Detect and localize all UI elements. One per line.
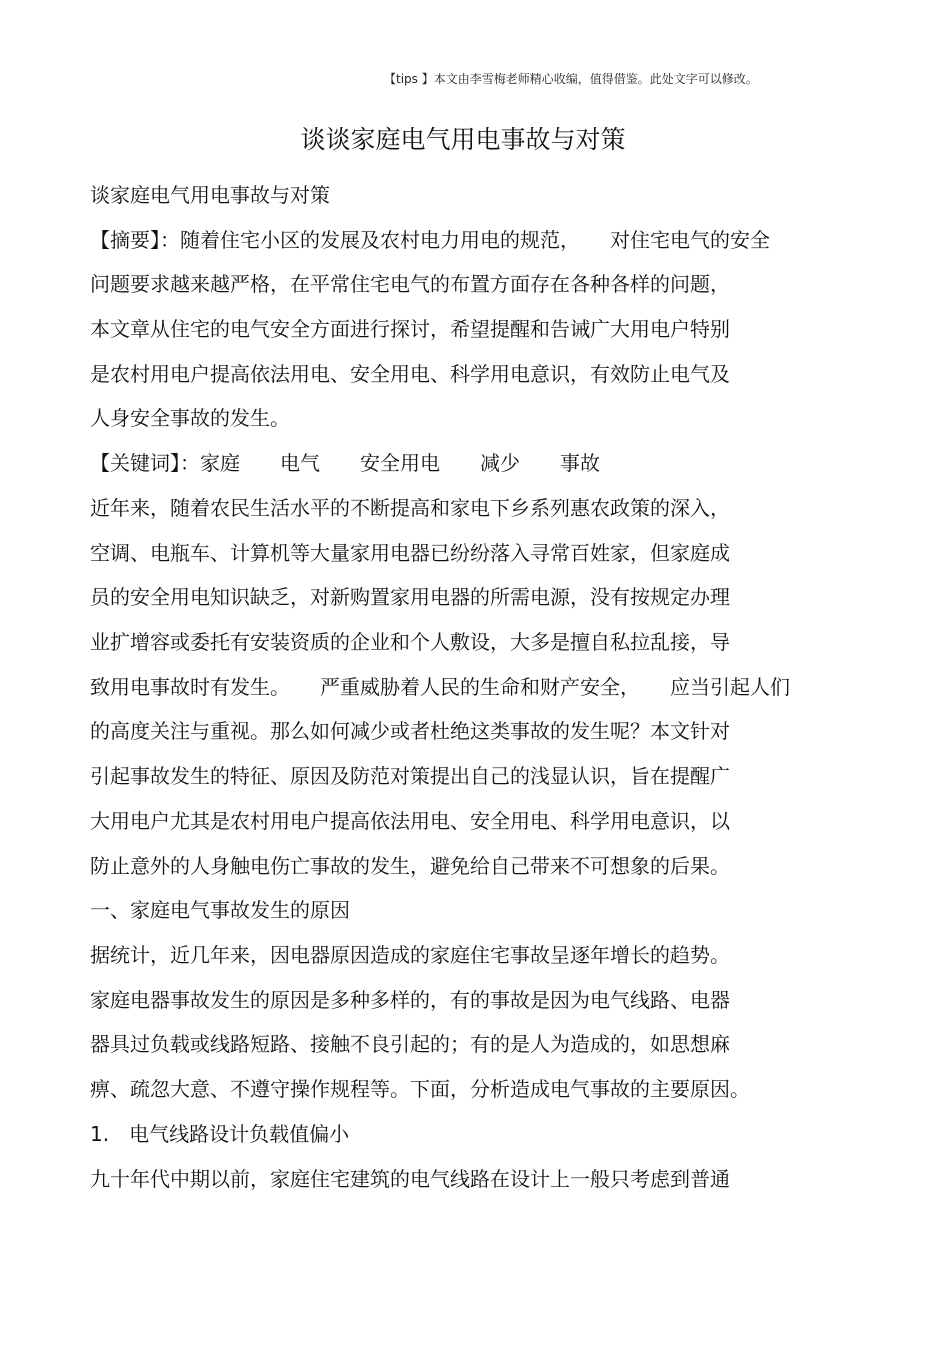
abstract-line: 【摘要】：随着住宅小区的发展及农村电力用电的规范， 对住宅电气的安全 <box>90 228 770 252</box>
body-line: 致用电事故时有发生。 严重威胁着人民的生命和财产安全， 应当引起人们 <box>90 675 790 699</box>
abstract-line: 人身安全事故的发生。 <box>90 406 290 430</box>
body-line: 痹、疏忽大意、不遵守操作规程等。下面，分析造成电气事故的主要原因。 <box>90 1077 750 1101</box>
body-line: 大用电户尤其是农村用电户提高依法用电、安全用电、科学用电意识，以 <box>90 809 730 833</box>
body-line: 引起事故发生的特征、原因及防范对策提出自己的浅显认识，旨在提醒广 <box>90 764 730 788</box>
subsection-heading: 1. 电气线路设计负载值偏小 <box>90 1122 350 1146</box>
keywords-line: 【关键词】：家庭 电气 安全用电 减少 事故 <box>90 451 600 475</box>
body-line: 防止意外的人身触电伤亡事故的发生，避免给自己带来不可想象的后果。 <box>90 854 730 878</box>
body-line: 业扩增容或委托有安装资质的企业和个人敷设，大多是擅自私拉乱接，导 <box>90 630 730 654</box>
tips-header: 【tips 】本文由李雪梅老师精心收编，值得借鉴。此处文字可以修改。 <box>384 72 758 86</box>
body-line: 九十年代中期以前，家庭住宅建筑的电气线路在设计上一般只考虑到普通 <box>90 1167 730 1191</box>
subtitle-line: 谈家庭电气用电事故与对策 <box>90 183 330 207</box>
body-line: 员的安全用电知识缺乏，对新购置家用电器的所需电源，没有按规定办理 <box>90 585 730 609</box>
abstract-line: 本文章从住宅的电气安全方面进行探讨，希望提醒和告诫广大用电户特别 <box>90 317 730 341</box>
body-line: 空调、电瓶车、计算机等大量家用电器已纷纷落入寻常百姓家，但家庭成 <box>90 541 730 565</box>
body-line: 器具过负载或线路短路、接触不良引起的；有的是人为造成的，如思想麻 <box>90 1032 730 1056</box>
body-line: 近年来，随着农民生活水平的不断提高和家电下乡系列惠农政策的深入， <box>90 496 730 520</box>
document-title: 谈谈家庭电气用电事故与对策 <box>300 125 626 154</box>
abstract-line: 是农村用电户提高依法用电、安全用电、科学用电意识，有效防止电气及 <box>90 362 730 386</box>
body-line: 的高度关注与重视。那么如何减少或者杜绝这类事故的发生呢？本文针对 <box>90 719 730 743</box>
abstract-line: 问题要求越来越严格，在平常住宅电气的布置方面存在各种各样的问题， <box>90 272 730 296</box>
body-line: 家庭电器事故发生的原因是多种多样的，有的事故是因为电气线路、电器 <box>90 988 730 1012</box>
body-line: 据统计，近几年来，因电器原因造成的家庭住宅事故呈逐年增长的趋势。 <box>90 943 730 967</box>
section-heading: 一、家庭电气事故发生的原因 <box>90 898 350 922</box>
